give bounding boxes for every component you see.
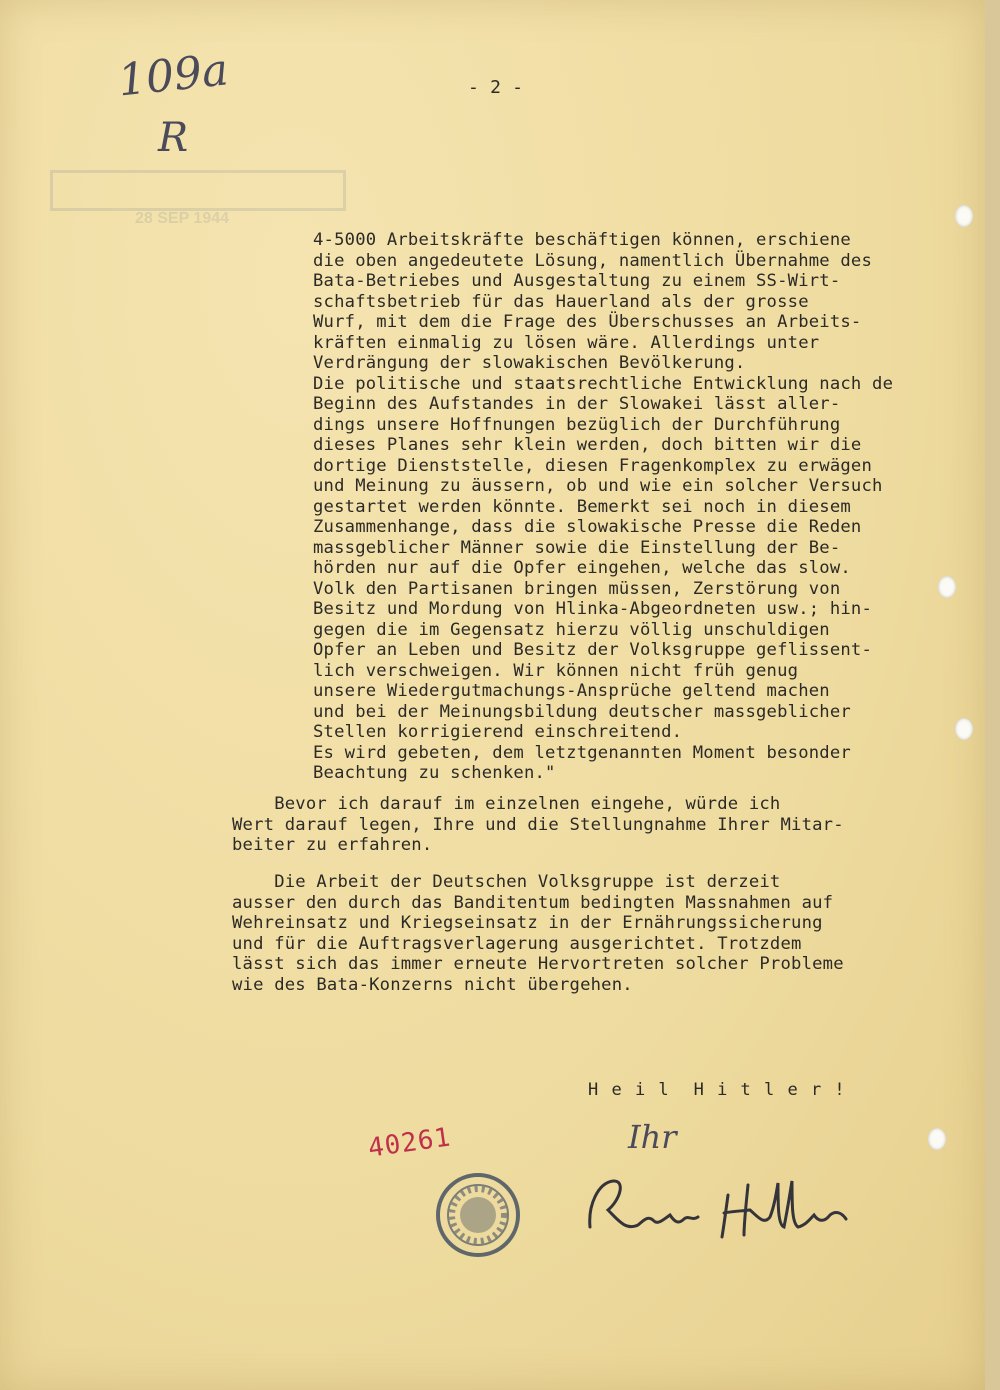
quote-line: Besitz und Mordung von Hlinka-Abgeordneten usw.; hin- <box>313 599 873 619</box>
quote-line: dings unsere Hoffnungen bezüglich der Durchführung <box>313 414 841 435</box>
paragraph-line: Wehreinsatz und Kriegseinsatz in der Ernährungssicherung <box>232 913 823 933</box>
page-number: - 2 - <box>468 77 524 98</box>
paragraph-line: beiter zu erfahren. <box>232 835 433 855</box>
quote-line: 4-5000 Arbeitskräfte beschäftigen können, erschiene <box>313 230 851 250</box>
received-stamp <box>50 170 350 230</box>
quote-line: und bei der Meinungsbildung deutscher massgeblicher <box>313 701 851 722</box>
quote-line: Bata-Betriebes und Ausgestaltung zu einem SS-Wirt- <box>313 271 841 291</box>
quote-line: Zusammenhange, dass die slowakische Presse die Reden <box>313 517 862 537</box>
quote-line: Stellen korrigierend einschreitend. <box>313 722 683 742</box>
quote-line: kräften einmalig zu lösen wäre. Allerdings unter <box>313 332 820 353</box>
quote-line: Wurf, mit dem die Frage des Überschusses an Arbeits- <box>313 312 862 332</box>
punch-hole <box>955 205 973 227</box>
quote-line: unsere Wiedergutmachungs-Ansprüche geltend machen <box>313 681 830 701</box>
paragraph-line: Die Arbeit der Deutschen Volksgruppe ist derzeit <box>232 872 781 892</box>
handwritten-closing: Ihr <box>628 1118 677 1156</box>
quote-line: Es wird gebeten, dem letztgenannten Moment besonder <box>313 742 851 763</box>
handwritten-signature <box>578 1165 868 1255</box>
document-number-stamp: 40261 <box>366 1122 453 1164</box>
paragraph-line: Wert darauf legen, Ihre und die Stellungnahme Ihrer Mitar- <box>232 814 844 835</box>
handwritten-folio-number: 109a <box>115 44 231 107</box>
paragraph-line: und für die Auftragsverlagerung ausgerichtet. Trotzdem <box>232 933 802 954</box>
quote-line: schaftsbetrieb für das Hauerland als der grosse <box>313 291 809 312</box>
round-seal-stamp <box>433 1170 523 1260</box>
quote-line: Beachtung zu schenken." <box>313 763 556 783</box>
punch-hole <box>955 718 973 740</box>
quote-line: Opfer an Leben und Besitz der Volksgruppe geflissent- <box>313 640 873 660</box>
quote-line: gestartet werden könnte. Bemerkt sei noch in diesem <box>313 496 851 517</box>
paragraph-line: lässt sich das immer erneute Hervortreten solcher Probleme <box>232 954 844 974</box>
handwritten-mark: R <box>158 115 189 161</box>
quote-line: lich verschweigen. Wir können nicht früh genug <box>313 660 799 681</box>
quote-line: massgeblicher Männer sowie die Einstellung der Be- <box>313 537 841 558</box>
paragraph-line: Bevor ich darauf im einzelnen eingehe, würde ich <box>232 794 781 814</box>
quote-line: dortige Dienststelle, diesen Fragenkomplex zu erwägen <box>313 455 873 476</box>
received-stamp-date: 28 SEP 1944 <box>135 210 230 227</box>
quote-line: dieses Planes sehr klein werden, doch bitten wir die <box>313 435 862 455</box>
quote-line: Volk den Partisanen bringen müssen, Zerstörung von <box>313 578 841 599</box>
paragraph-line: wie des Bata-Konzerns nicht übergehen. <box>232 974 633 995</box>
closing-salutation: H e i l H i t l e r ! <box>588 1080 847 1100</box>
quote-line: Verdrängung der slowakischen Bevölkerung. <box>313 353 746 373</box>
quote-line: gegen die im Gegensatz hierzu völlig unschuldigen <box>313 619 830 640</box>
punch-hole <box>928 1128 946 1150</box>
quote-line: die oben angedeutete Lösung, namentlich Übernahme des <box>313 250 873 271</box>
paragraph-line: ausser den durch das Banditentum bedingten Massnahmen auf <box>232 892 834 913</box>
quote-line: Die politische und staatsrechtliche Entwicklung nach de <box>313 373 894 394</box>
quote-line: hörden nur auf die Opfer eingehen, welche das slow. <box>313 558 851 578</box>
quote-line: und Meinung zu äussern, ob und wie ein solcher Versuch <box>313 476 883 496</box>
punch-hole <box>938 576 956 598</box>
quote-line: Beginn des Aufstandes in der Slowakei lässt aller- <box>313 394 841 414</box>
